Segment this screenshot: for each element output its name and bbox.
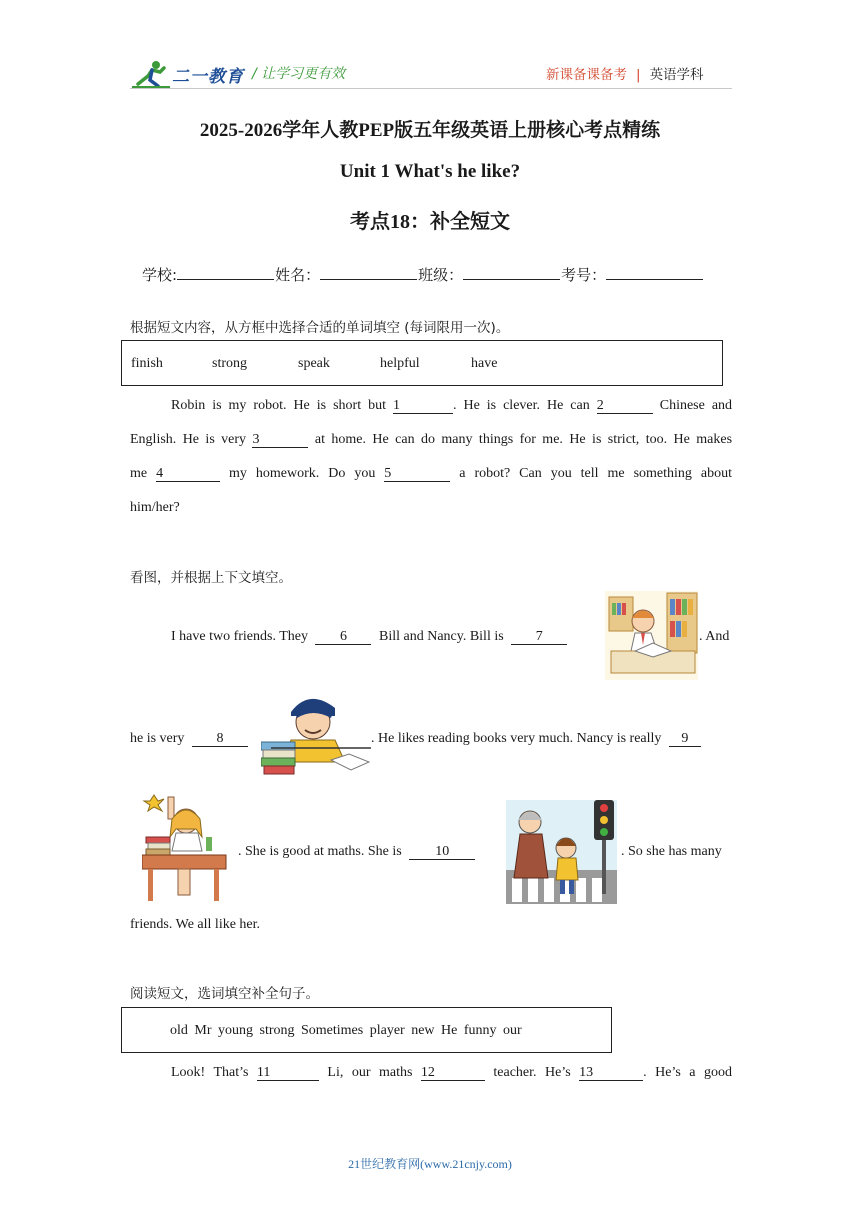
runner-logo-icon (130, 58, 174, 90)
blank-9[interactable]: 9 (669, 731, 701, 747)
section1-instruction: 根据短文内容，从方框中选择合适的单词填空 (每词限用一次)。 (130, 320, 510, 336)
name-field[interactable] (320, 265, 417, 280)
passage2-line1a: I have two friends. They 6 Bill and Nancy. Bill is 7 (171, 627, 567, 647)
number-label: 考号： (561, 266, 607, 284)
word-option: helpful (380, 356, 420, 371)
passage1-line3: me 4 my homework. Do you 5 a robot? Can you tell me something about (130, 466, 732, 481)
blank-1[interactable]: 1 (393, 398, 453, 414)
word-option: speak (298, 356, 330, 371)
girl-helping-image (506, 800, 617, 904)
passage2-line3b: . So she has many (621, 844, 722, 859)
blank-11[interactable]: 11 (257, 1065, 319, 1081)
blank-8[interactable]: 8 (192, 731, 248, 747)
student-info (142, 264, 704, 285)
passage1-line2: English. He is very 3 at home. He can do many things for me. He is strict, too. He makes (130, 432, 733, 447)
number-field[interactable] (606, 265, 703, 280)
passage2-line2a: he is very 8 (130, 729, 248, 749)
header-divider (130, 88, 732, 89)
footer-link[interactable]: 21世纪教育网(www.21cnjy.com) (348, 1157, 512, 1171)
blank-10[interactable]: 10 (409, 844, 475, 860)
header-right (546, 63, 704, 83)
blank-7[interactable]: 7 (511, 629, 567, 645)
logo-text: 二一教育 (172, 67, 244, 87)
header-tag: 新课备课备考 (546, 67, 627, 83)
word-box-2 (121, 1007, 612, 1053)
boy-studying-image (261, 690, 371, 776)
word-option: strong (212, 356, 247, 371)
boy-reading-image (605, 591, 698, 680)
passage2-line2b: . He likes reading books very much. Nancy is really 9 (371, 729, 701, 749)
passage1-line1: Robin is my robot. He is short but 1 . He is clever. He can 2 Chinese and (171, 398, 733, 413)
passage2-line1b: . And (699, 629, 730, 644)
name-label: 姓名： (275, 266, 321, 284)
word-box-1 (121, 340, 723, 386)
word-option: have (471, 356, 498, 371)
passage3-line1: Look! That’s 11 Li, our maths 12 teacher. He’s 13 . He’s a good (171, 1065, 732, 1080)
word-option: finish (131, 356, 163, 371)
unit-title: Unit 1 What's he like? (339, 161, 521, 182)
header-subject: 英语学科 (649, 67, 704, 83)
class-label: 班级： (418, 266, 464, 284)
blank-3[interactable]: 3 (252, 432, 308, 448)
passage2-line3a: . She is good at maths. She is 10 (238, 842, 475, 862)
blank-2[interactable]: 2 (597, 398, 653, 414)
blank-4[interactable]: 4 (156, 466, 220, 482)
section2-instruction: 看图，并根据上下文填空。 (130, 570, 292, 586)
page-title: 2025-2026学年人教PEP版五年级英语上册核心考点精练 (199, 120, 661, 141)
class-field[interactable] (463, 265, 560, 280)
word-options: old Mr young strong Sometimes player new He funny our (170, 1023, 522, 1038)
topic-title: 考点18：补全短文 (350, 211, 510, 233)
passage1-line4: him/her? (130, 500, 180, 515)
blank-13[interactable]: 13 (579, 1065, 643, 1081)
school-field[interactable] (177, 265, 274, 280)
blank-12[interactable]: 12 (421, 1065, 485, 1081)
slogan: / 让学习更有效 (252, 66, 346, 82)
header-separator: | (636, 67, 641, 83)
girl-raising-hand-image (142, 793, 228, 903)
passage2-line4: friends. We all like her. (130, 917, 261, 932)
blank-5[interactable]: 5 (384, 466, 450, 482)
section3-instruction: 阅读短文，选词填空补全句子。 (130, 986, 319, 1002)
blank-6[interactable]: 6 (315, 629, 371, 645)
school-label: 学校: (142, 266, 178, 284)
